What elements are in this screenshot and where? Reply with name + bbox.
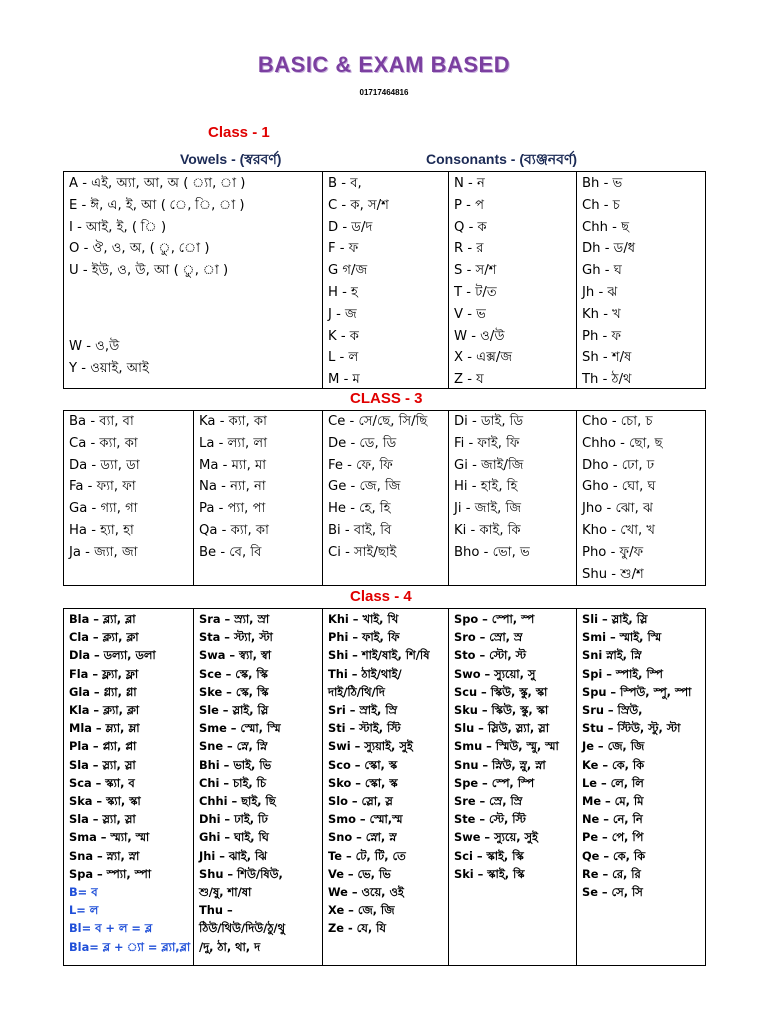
list-item: Swo – স্যুয়ো, সু <box>454 666 536 681</box>
list-item: Bla – ব্ল্যা, ব্লা <box>69 612 136 626</box>
list-item: L - ল <box>328 350 359 366</box>
list-item: Sku – স্কিউ, স্কু, স্কা <box>454 703 549 718</box>
list-item: Snu – স্নিউ, স্নু, স্না <box>454 757 546 772</box>
list-item: Ga - গ্যা, গা <box>69 501 138 517</box>
list-item: Shu - শু/শ <box>582 566 644 582</box>
list-item: Fe - ফে, ফি <box>328 457 393 473</box>
list-item: Kh - খ <box>582 306 621 322</box>
list-item: Q - ক <box>454 219 487 235</box>
list-item: Hi - হাই, হি <box>454 479 518 495</box>
list-item: Xe – জে, জি <box>328 903 395 918</box>
list-item: Jhi – ঝাই, ঝি <box>199 848 267 863</box>
list-item: Gi - জাই/জি <box>454 457 524 473</box>
class4-column-5 <box>576 609 707 965</box>
list-item: Kla – ক্ল্যা, ক্লা <box>69 703 140 718</box>
list-item: Ske – স্কে, স্কি <box>199 684 269 699</box>
list-item: Ka - ক্যা, কা <box>199 414 267 429</box>
list-item: Sto – স্টো, স্ট <box>454 648 526 663</box>
list-item: Te – টে, টি, তে <box>328 848 406 863</box>
consonants-column-1 <box>322 172 448 388</box>
list-item: Jho - ঝো, ঝ <box>582 501 653 517</box>
list-item: P - প <box>454 197 485 213</box>
list-item: Qa - ক্যা, কা <box>199 522 269 538</box>
list-item: Sco – স্কো, স্ক <box>328 757 398 772</box>
list-item: Phi – ফাই, ফি <box>328 630 400 645</box>
list-item: Ja - জ্যা, জা <box>69 544 138 560</box>
spacer <box>64 282 322 336</box>
list-item: Mla – ম্ল্যা, ম্লা <box>69 721 140 736</box>
list-item: শু/ষু, শা/ষা <box>199 885 252 900</box>
list-item: S - স/শ <box>454 263 497 279</box>
list-item: I - আই, ই, ( ি ) <box>69 219 167 235</box>
list-item: Smi – স্মাই, স্মি <box>582 630 662 645</box>
list-item: Dho - ঢো, ঢ <box>582 457 655 473</box>
list-item: Shi – শাই/ষাই, শি/ষি <box>328 648 430 663</box>
class4-heading: Class - 4 <box>350 588 412 605</box>
list-item: Cla – ক্ল্যা, ক্লা <box>69 630 139 645</box>
class3-heading: CLASS - 3 <box>350 390 423 407</box>
class3-column-3 <box>322 411 448 585</box>
list-item: We – ওয়ে, ওই <box>328 885 404 900</box>
list-item: Dhi – ঢাই, ঢি <box>199 812 268 827</box>
list-item: Pho - ফু/ফ <box>582 544 644 560</box>
list-item: Swi – স্যুয়াই, সুই <box>328 739 413 754</box>
list-item: Me – মে, মি <box>582 794 644 809</box>
list-item: Th - ঠ/থ <box>582 372 632 388</box>
list-item: Re – রে, রি <box>582 866 641 881</box>
list-item: Sma – স্ম্যা, স্মা <box>69 830 150 845</box>
list-item: Fi - ফাই, ফি <box>454 435 520 451</box>
list-item: Ghi – ঘাই, ঘি <box>199 830 269 845</box>
list-item: Pla – প্ল্যা, প্লা <box>69 739 137 754</box>
list-item: Sti – স্টাই, স্টি <box>328 721 401 736</box>
list-item: Ma - ম্যা, মা <box>199 457 267 473</box>
list-item: Sre – স্রে, স্রি <box>454 794 523 809</box>
list-item: Z - য <box>454 372 484 388</box>
list-item: Sna – স্ন্যা, স্না <box>69 848 140 863</box>
list-item: Sce – স্কে, স্কি <box>199 666 268 681</box>
list-item: Spo – স্পো, স্প <box>454 612 535 626</box>
list-item: W - ও,উ <box>69 338 120 354</box>
page-title: BASIC & EXAM BASED <box>257 52 511 77</box>
list-item: V - ভ <box>454 306 486 322</box>
list-item: Bi - বাই, বি <box>328 522 392 538</box>
list-item: Ji - জাই, জি <box>454 501 522 517</box>
list-item: Chho - ছো, ছ <box>582 435 663 451</box>
list-item: Sko – স্কো, স্ক <box>328 775 398 790</box>
list-item: Sci – স্কাই, স্কি <box>454 848 524 863</box>
list-item: M - ম <box>328 372 360 388</box>
list-item: Na - ন্যা, না <box>199 479 266 495</box>
list-item: Gho - ঘো, ঘ <box>582 479 656 495</box>
list-item: Bhi – ভাই, ভি <box>199 757 272 772</box>
list-item: Di - ডাই, ডি <box>454 414 524 429</box>
list-item: Sta – স্ট্যা, স্টা <box>199 630 273 645</box>
list-item: Stu – স্টিউ, স্টু, স্টা <box>582 721 681 736</box>
list-item: La - ল্যা, লা <box>199 435 268 451</box>
list-item: Dh - ড/ধ <box>582 241 636 257</box>
list-item: Sri – স্রাই, স্রি <box>328 703 398 718</box>
list-item: দাই/ঠি/থি/দি <box>328 684 385 699</box>
list-item: Pe – পে, পি <box>582 830 644 845</box>
list-item: Ph - ফ <box>582 328 622 344</box>
list-item: Khi – খাই, খি <box>328 612 399 626</box>
list-item: Fla – ফ্ল্যা, ফ্লা <box>69 666 139 681</box>
consonants-column-2 <box>448 172 576 388</box>
list-item: Sni স্নাই, স্নি <box>582 648 642 663</box>
list-item: Swa – স্ব্যা, স্বা <box>199 648 272 663</box>
list-item: L= ল <box>69 903 99 918</box>
list-item: Swe – স্যুয়ে, সুই <box>454 830 538 845</box>
class3-column-4 <box>448 411 576 585</box>
list-item: Sh - শ/ষ <box>582 350 632 366</box>
list-item: Slo – স্লো, স্ল <box>328 794 393 809</box>
list-item: Thu – <box>199 903 233 918</box>
list-item: G গ/জ <box>328 263 368 279</box>
list-item: Le – লে, লি <box>582 775 644 790</box>
consonants-column-3 <box>576 172 707 388</box>
consonants-label: Consonants - (ব্যঞ্জনবর্ণ) <box>426 151 578 167</box>
class4-column-4 <box>448 609 576 965</box>
list-item: Chh - ছ <box>582 219 630 235</box>
list-item: Qe – কে, কি <box>582 848 646 863</box>
list-item: Sno – স্নো, স্ন <box>328 830 397 845</box>
list-item: B= ব <box>69 885 98 900</box>
class1-table <box>63 171 706 389</box>
phone-number: 01717464816 <box>359 88 409 97</box>
list-item: Ce - সে/ছে, সি/ছি <box>328 414 428 429</box>
list-item: Bl= ব + ল = ব্ল <box>69 921 153 936</box>
list-item: Bho - ভো, ভ <box>454 544 530 560</box>
list-item: Da - ড্যা, ডা <box>69 457 140 473</box>
list-item: ঠিউ/থিউ/দিউ/ঠু/থু <box>199 921 285 936</box>
list-item: F - ফ <box>328 241 359 257</box>
list-item: /দু, ঠা, থা, দ <box>199 939 261 954</box>
list-item: Ba - ব্যা, বা <box>69 414 134 429</box>
list-item: E - ঈ, এ, ই, আ ( ে, ি, া ) <box>69 197 245 213</box>
list-item: De - ডে, ডি <box>328 435 397 451</box>
list-item: Slu – স্লিউ, স্ল্যা, স্লা <box>454 721 549 736</box>
list-item: Pa - প্যা, পা <box>199 501 266 517</box>
list-item: X - এক্স/জ <box>454 350 513 366</box>
class4-table <box>63 608 706 966</box>
list-item: Je – জে, জি <box>582 739 645 754</box>
list-item: Spe – স্পে, স্পি <box>454 775 535 790</box>
list-item: R - র <box>454 241 484 257</box>
class1-heading: Class - 1 <box>208 124 270 141</box>
list-item: Ge - জে, জি <box>328 479 401 495</box>
list-item: Sro – স্রো, স্র <box>454 630 523 645</box>
list-item: Ska – স্ক্যা, স্কা <box>69 794 141 809</box>
list-item: H - হ <box>328 284 358 300</box>
list-item: J - জ <box>328 306 357 322</box>
list-item: Fa - ফ্যা, ফা <box>69 479 136 495</box>
list-item: Sle – স্লাই, স্লি <box>199 703 269 718</box>
list-item: Chhi – ছাই, ছি <box>199 794 276 809</box>
list-item: Bla= ব্ল + ্যা = ব্ল্যা,ব্লা <box>69 939 191 954</box>
class3-table <box>63 410 706 586</box>
list-item: Spu – স্পিউ, স্পু, স্পা <box>582 684 692 699</box>
list-item: Cho - চো, চ <box>582 414 653 429</box>
list-item: O - ঔ, ও, অ, ( ু, ো ) <box>69 241 210 257</box>
list-item: Se – সে, সি <box>582 885 643 900</box>
list-item: Smo – স্মো,স্ম <box>328 812 403 827</box>
list-item: Be - বে, বি <box>199 544 262 560</box>
list-item: Gh - ঘ <box>582 263 622 279</box>
vowels-column <box>64 172 322 388</box>
list-item: Ca - ক্যা, কা <box>69 435 138 451</box>
vowels-label: Vowels - (স্বরবর্ণ) <box>180 151 282 167</box>
list-item: Ne – নে, নি <box>582 812 643 827</box>
list-item: Ke – কে, কি <box>582 757 645 772</box>
list-item: K - ক <box>328 328 360 344</box>
class3-column-5 <box>576 411 707 585</box>
class4-column-1 <box>64 609 193 965</box>
list-item: Scu – স্কিউ, স্কু, স্কা <box>454 684 548 699</box>
list-item: Ve – ভে, ভি <box>328 866 391 881</box>
list-item: Dla – ডল্যা, ডলা <box>69 648 156 663</box>
list-item: Gla – গ্ল্যা, গ্লা <box>69 684 137 699</box>
list-item: Ski – স্কাই, স্কি <box>454 866 525 881</box>
list-item: D - ড/দ <box>328 219 373 235</box>
list-item: Ki - কাই, কি <box>454 522 521 538</box>
class3-column-1 <box>64 411 193 585</box>
list-item: Bh - ভ <box>582 176 623 191</box>
list-item: Sru – স্রিউ, <box>582 703 643 718</box>
list-item: U - ইউ, ও, উ, আ ( ু, া ) <box>69 263 229 279</box>
list-item: T - ট/ত <box>454 284 497 300</box>
class3-column-2 <box>193 411 322 585</box>
list-item: B - ব, <box>328 176 362 191</box>
list-item: Chi – চাই, চি <box>199 775 267 790</box>
list-item: W - ও/উ <box>454 328 505 344</box>
list-item: Sra – স্র্যা, স্রা <box>199 612 270 626</box>
list-item: Shu – শিউ/ষিউ, <box>199 866 283 881</box>
list-item: Thi – ঠাই/থাই/ <box>328 666 402 681</box>
list-item: A - এই, অ্যা, আ, অ ( ্যা, া ) <box>69 176 246 191</box>
list-item: N - ন <box>454 176 485 191</box>
class4-column-3 <box>322 609 448 965</box>
list-item: He - হে, হি <box>328 501 391 517</box>
list-item: Sli – স্লাই, স্লি <box>582 612 648 626</box>
class4-column-2 <box>193 609 322 965</box>
list-item: Sme – স্মো, স্মি <box>199 721 281 736</box>
list-item: Kho - খো, খ <box>582 522 656 538</box>
list-item: Ci - সাই/ছাই <box>328 544 397 560</box>
list-item: Spi – স্পাই, স্পি <box>582 666 663 681</box>
list-item: Y - ওয়াই, আই <box>69 360 149 376</box>
list-item: Smu – স্মিউ, স্মু, স্মা <box>454 739 559 754</box>
list-item: Ha - হ্যা, হা <box>69 522 134 538</box>
list-item: C - ক, স/শ <box>328 197 389 213</box>
list-item: Sla – স্ল্যা, স্লা <box>69 757 136 772</box>
list-item: Sne – স্নে, স্নি <box>199 739 268 754</box>
list-item: Spa – স্প্যা, স্পা <box>69 866 152 881</box>
list-item: Ch - চ <box>582 197 620 213</box>
list-item: Ze - যে, যি <box>328 921 386 936</box>
list-item: Ste – স্টে, স্টি <box>454 812 526 827</box>
list-item: Sla – স্ল্যা, স্লা <box>69 812 136 827</box>
list-item: Sca – স্ক্যা, ব <box>69 775 135 790</box>
list-item: Jh - ঝ <box>582 284 618 300</box>
